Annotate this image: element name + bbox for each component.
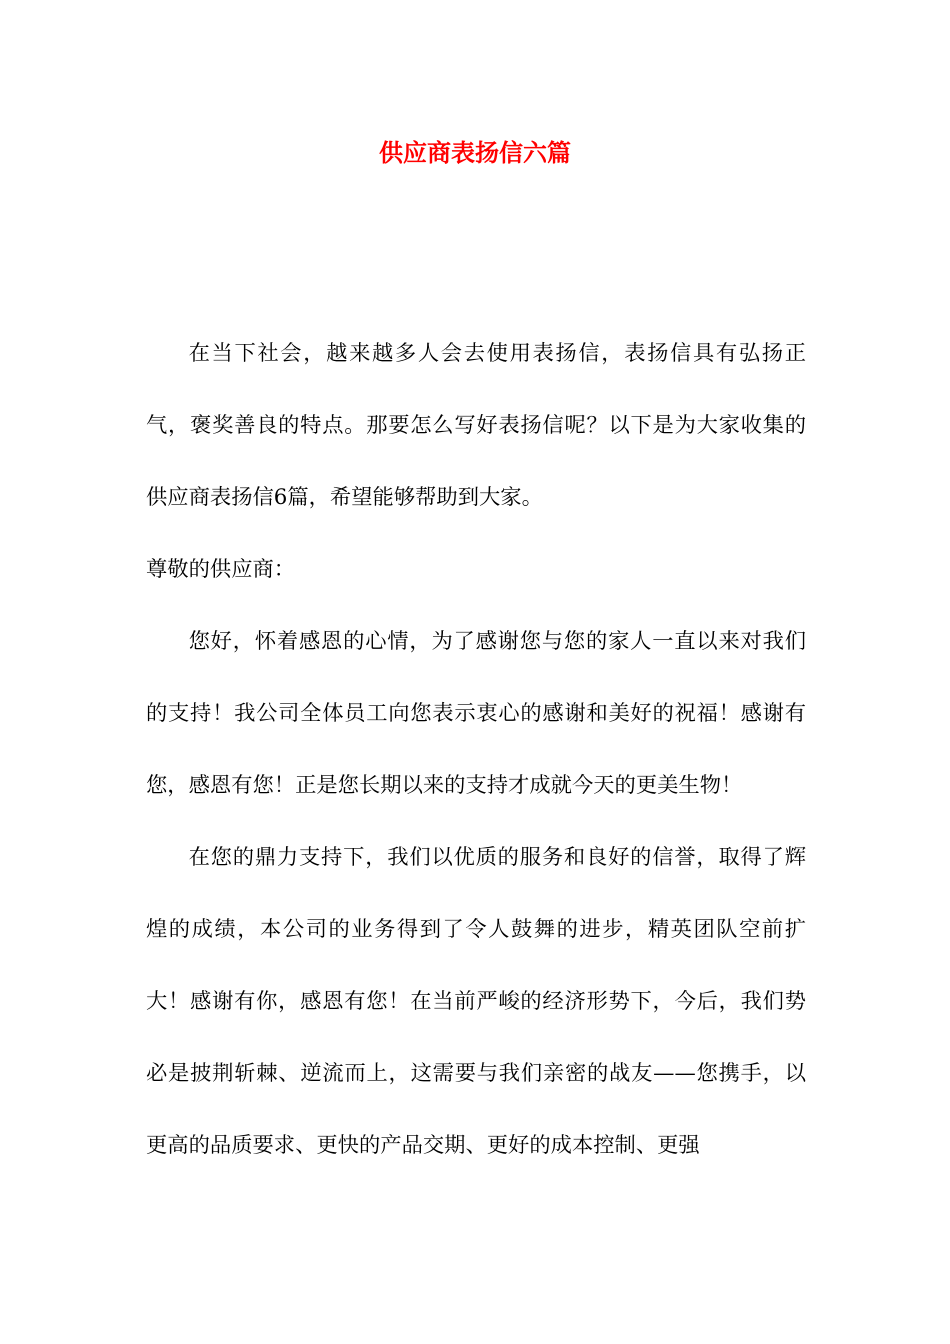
document-body (146, 318, 806, 1182)
body-paragraph-1: 您好，怀着感恩的心情，为了感谢您与您的家人一直以来对我们的支持！我公司全体员工向您表示衷心的感谢和美好的祝福！感谢有您，感恩有您！正是您长期以来的支持才成就今天的更美生物！ (146, 629, 806, 798)
intro-paragraph: 在当下社会，越来越多人会去使用表扬信，表扬信具有弘扬正气，褒奖善良的特点。那要怎么写好表扬信呢？以下是为大家收集的供应商表扬信6篇，希望能够帮助到大家。 (146, 341, 806, 510)
document-title: 供应商表扬信六篇 (379, 139, 571, 167)
body-paragraph-2: 在您的鼎力支持下，我们以优质的服务和良好的信誉，取得了辉煌的成绩，本公司的业务得到了令人鼓舞的进步，精英团队空前扩大！感谢有你，感恩有您！在当前严峻的经济形势下，今后，我们势必是披荆斩棘、逆流而上，这需要与我们亲密的战友——您携手，以更高的品质要求、更快的产品交期、更好的成本控制、更强 (146, 845, 806, 1158)
salutation: 尊敬的供应商： (146, 557, 296, 582)
